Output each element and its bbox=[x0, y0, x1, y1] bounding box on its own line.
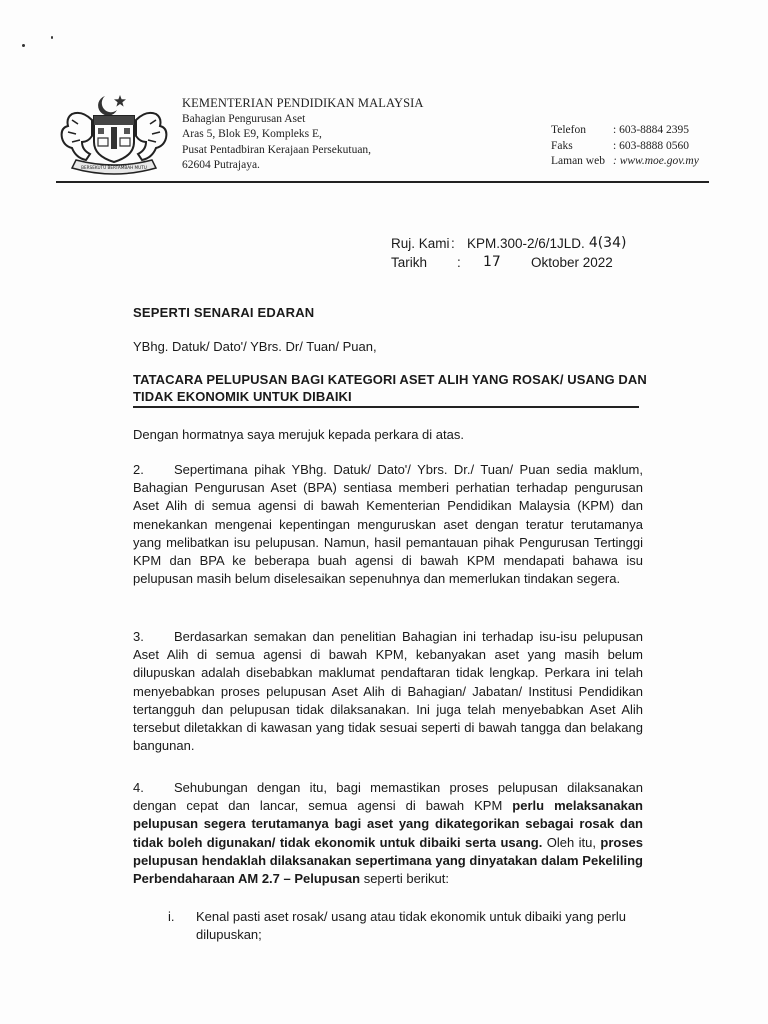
address-line: Bahagian Pengurusan Aset bbox=[182, 112, 306, 125]
contact-fax bbox=[551, 139, 699, 155]
paragraph-text: Oleh itu, bbox=[542, 834, 601, 850]
recipient-line: SEPERTI SENARAI EDARAN bbox=[133, 305, 315, 320]
paragraph-number: 2. bbox=[133, 462, 144, 477]
website-link[interactable]: : www.moe.gov.my bbox=[613, 155, 699, 167]
reference-block bbox=[391, 234, 626, 272]
paragraph-text: Sepertimana pihak YBhg. Datuk/ Dato'/ Ybrs. Dr./ Tuan/ Puan sedia maklum, Bahagian Pengurusan Aset (BPA) sentiasa memberi perhatian terhadap pengurusan Aset Alih di semua agensi di bawah Kementerian Pendidikan Malaysia (KPM) dan menekankan mengenai kepentingan menguruskan aset dengan teratur terutamanya yang melibatkan isu pelupusan. Namun, hasil pemantauan pihak Pengurusan Tertinggi KPM dan BPA ke beberapa buah agensi di bawah KPM mendapati bahawa isu pelupusan masih belum diselesaikan sepenuhnya dan memerlukan tindakan segera. bbox=[133, 462, 643, 587]
paragraph-bold-text: perlu melaksanakan pelupusan segera terutamanya bagi aset yang dikategorikan sebagai rosak dan tidak boleh digunakan/ tidak ekonomik untuk dibaiki serta usang. bbox=[133, 798, 643, 850]
contact-value: : 603-8884 2395 bbox=[613, 124, 690, 136]
paragraph-number: 3. bbox=[133, 629, 144, 644]
address-line: 62604 Putrajaya. bbox=[182, 159, 260, 171]
paragraph-bold-text: proses pelupusan hendaklah dilaksanakan sepertimana yang dinyatakan dalam Pekeliling Perbendaharaan AM 2.7 – Pelupusan bbox=[133, 834, 644, 887]
date-label: Tarikh bbox=[391, 255, 428, 270]
contact-value: : 603-8888 0560 bbox=[613, 139, 690, 152]
subject-underline bbox=[133, 406, 639, 408]
letterhead-divider bbox=[56, 181, 709, 183]
contact-phone bbox=[551, 123, 699, 139]
contact-website bbox=[551, 154, 699, 170]
paragraph-text: seperti berikut: bbox=[360, 871, 449, 887]
salutation: YBhg. Datuk/ Dato'/ YBrs. Dr/ Tuan/ Puan, bbox=[133, 339, 377, 354]
list-marker: i. bbox=[168, 909, 175, 924]
paragraph-2 bbox=[133, 461, 643, 588]
opening-line: Dengan hormatnya saya merujuk kepada perkara di atas. bbox=[133, 427, 464, 442]
address-line: Aras 5, Blok E9, Kompleks E, bbox=[182, 128, 322, 140]
scan-speck bbox=[51, 36, 53, 39]
date-day-handwritten: 17 bbox=[483, 254, 501, 270]
list-text: Kenal pasti aset rosak/ usang atau tidak ekonomik untuk dibaiki yang perlu dilupuskan; bbox=[196, 909, 626, 943]
address-line: Pusat Pentadbiran Kerajaan Persekutuan, bbox=[182, 143, 372, 156]
letter-subject: TATACARA PELUPUSAN BAGI KATEGORI ASET ALIH YANG ROSAK/ USANG DAN TIDAK EKONOMIK UNTUK DIBAIKI bbox=[133, 372, 647, 404]
crest-ribbon-text: BERSEKUTU BERTAMBAH MUTU bbox=[81, 165, 147, 170]
ref-label: Ruj. Kami bbox=[391, 236, 450, 251]
letterhead-contact bbox=[551, 123, 699, 170]
list-item bbox=[168, 908, 648, 944]
contact-label: Telefon bbox=[551, 124, 586, 136]
date-separator: : bbox=[457, 255, 461, 270]
paragraph-number: 4. bbox=[133, 780, 144, 795]
paragraph-4 bbox=[133, 779, 643, 888]
date-month-year: Oktober 2022 bbox=[531, 255, 613, 270]
contact-label: Faks bbox=[551, 139, 573, 152]
ref-separator: : bbox=[451, 236, 455, 251]
ministry-name: KEMENTERIAN PENDIDIKAN MALAYSIA bbox=[182, 96, 424, 110]
letterhead-address bbox=[182, 96, 424, 174]
reference-number-row bbox=[391, 234, 626, 253]
date-row bbox=[391, 253, 626, 272]
paragraph-text: Sehubungan dengan itu, bagi memastikan proses pelupusan dilaksanakan dengan cepat dan lancar, semua agensi di bawah KPM bbox=[133, 780, 643, 814]
scan-speck bbox=[22, 44, 25, 47]
coat-of-arms-logo bbox=[58, 90, 170, 178]
paragraph-text: Berdasarkan semakan dan penelitian Bahagian ini terhadap isu-isu pelupusan Aset Alih di semua agensi di bawah KPM, kebanyakan aset yang masih belum dilupuskan adalah disebabkan maklumat pendaftaran tidak lengkap. Perkara ini telah menyebabkan proses pelupusan Aset Alih di Bahagian/ Jabatan/ Institusi Pendidikan tertangguh dan pelupusan tidak dilaksanakan. Ini juga telah menyebabkan Aset Alih tersebut diletakkan di kawasan yang tidak sesuai seperti di bawah tangga dan belakang bangunan. bbox=[133, 629, 643, 754]
paragraph-3 bbox=[133, 628, 643, 755]
ref-value: KPM.300-2/6/1JLD. bbox=[467, 236, 585, 251]
contact-label: Laman web bbox=[551, 155, 605, 167]
ref-handwritten: 4(34) bbox=[588, 235, 627, 251]
